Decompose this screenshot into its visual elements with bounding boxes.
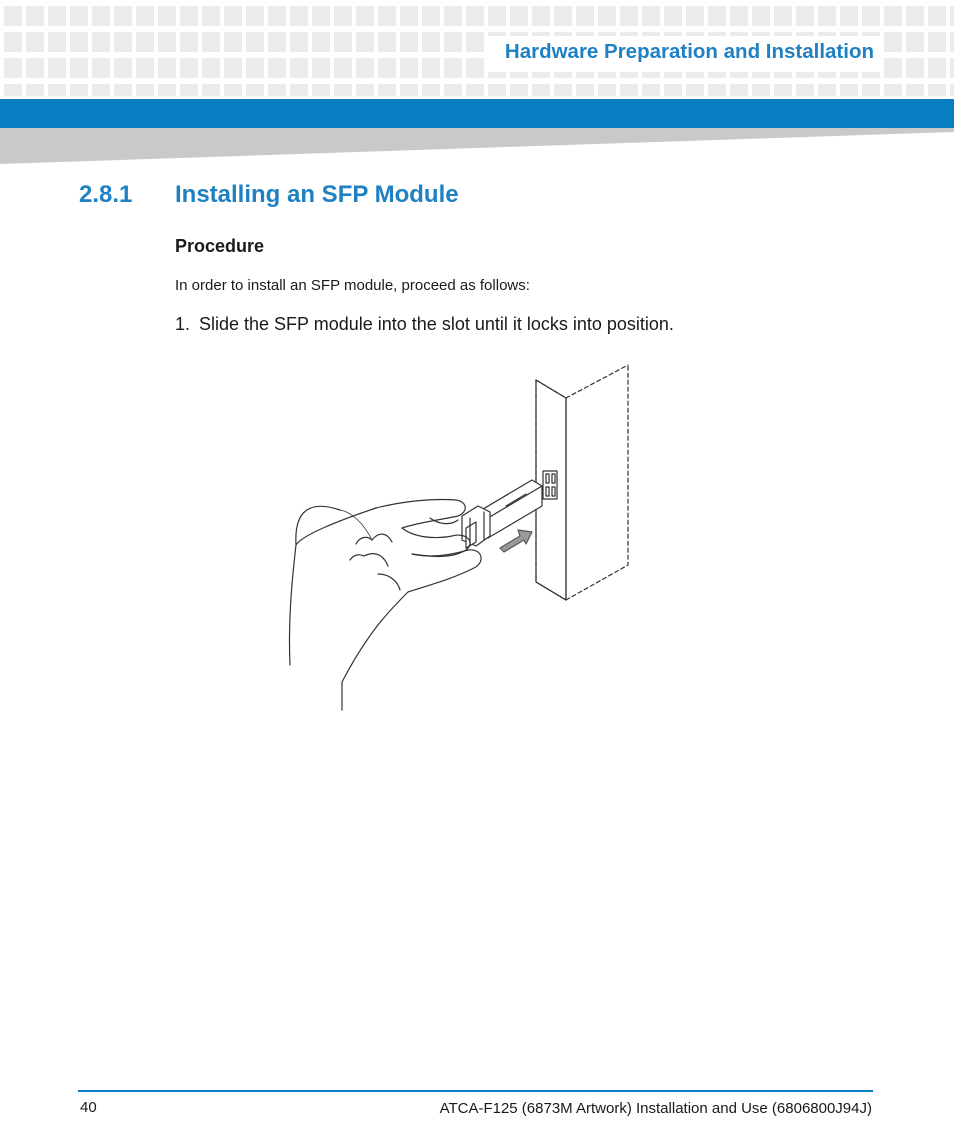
page-number: 40 xyxy=(80,1099,97,1116)
footer-document-title: ATCA-F125 (6873M Artwork) Installation and Use (6806800J94J) xyxy=(439,1100,872,1117)
procedure-step xyxy=(175,314,674,335)
procedure-intro: In order to install an SFP module, proceed as follows: xyxy=(175,277,530,294)
section-heading xyxy=(79,181,459,209)
section-number: 2.8.1 xyxy=(79,181,133,208)
sfp-insertion-illustration-icon xyxy=(280,360,640,722)
step-number: 1. xyxy=(175,314,191,334)
chapter-title: Hardware Preparation and Installation xyxy=(504,40,874,63)
header-shadow-wedge xyxy=(0,128,954,164)
step-text: Slide the SFP module into the slot until it locks into position. xyxy=(199,314,674,334)
header-band xyxy=(0,99,954,128)
footer-rule xyxy=(78,1090,873,1092)
procedure-heading: Procedure xyxy=(175,236,265,256)
section-title: Installing an SFP Module xyxy=(175,181,459,208)
